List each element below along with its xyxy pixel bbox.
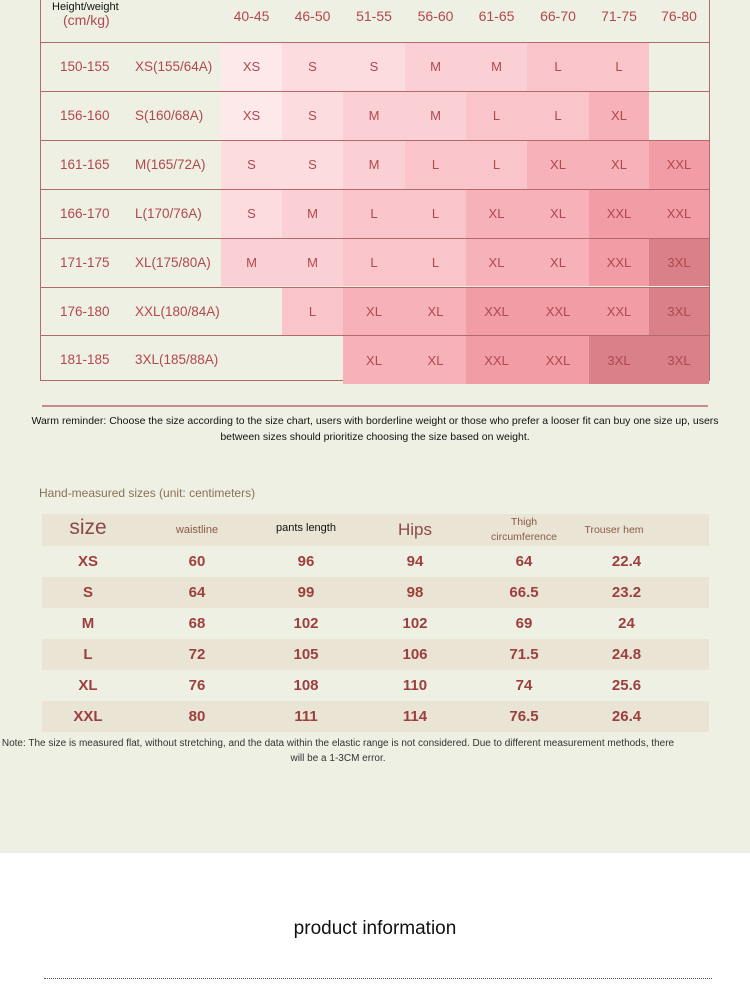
recommended-size-cell: XL [343, 288, 405, 336]
dotted-divider [44, 978, 712, 979]
recommended-size-cell: L [527, 92, 589, 140]
recommended-size-cell: M [405, 43, 466, 91]
recommended-size-cell: L [405, 141, 466, 189]
size-code-label: M(165/72A) [135, 156, 206, 172]
weight-column-header: 61-65 [478, 8, 515, 24]
recommended-size-cell: M [405, 92, 466, 140]
measurement-value: 111 [294, 708, 318, 725]
measurement-column-header: Trouser hem [584, 523, 644, 536]
recommended-size-cell: XXL [649, 190, 709, 238]
recommended-size-cell: XXL [466, 288, 527, 336]
recommended-size-cell: L [589, 43, 649, 91]
weight-column-header: 51-55 [356, 8, 392, 24]
measurement-row [42, 577, 709, 608]
recommended-size-cell: L [466, 141, 527, 189]
recommended-size-cell: S [282, 43, 343, 91]
measurement-value: 66.5 [509, 584, 539, 601]
recommended-size-cell: L [343, 239, 405, 287]
measurement-value: 64 [188, 584, 206, 601]
height-range-label: 176-180 [60, 303, 110, 319]
recommended-size-cell: S [282, 92, 343, 140]
measurement-value: 80 [188, 708, 206, 725]
weight-column-header: 46-50 [294, 8, 331, 24]
measurement-value: 25.6 [611, 677, 642, 694]
size-label: M [81, 615, 95, 632]
recommended-size-cell: XL [405, 336, 466, 384]
measurement-value: 74 [515, 677, 533, 694]
measurement-value: 71.5 [509, 646, 539, 663]
recommended-size-cell: 3XL [649, 288, 709, 336]
measurement-value: 64 [515, 553, 533, 570]
measurement-value: 98 [406, 584, 424, 601]
recommended-size-cell: XS [221, 43, 282, 91]
weight-column-header: 66-70 [540, 8, 576, 24]
recommended-size-cell: M [282, 239, 343, 287]
recommended-size-cell: XXL [527, 288, 589, 336]
measurement-value: 99 [297, 584, 315, 601]
measurement-header-row [42, 514, 709, 546]
measurement-column-header: Thigh circumference [491, 516, 557, 543]
measurement-column-header: Hips [397, 520, 432, 539]
size-label: L [83, 646, 93, 663]
measurement-value: 68 [188, 615, 206, 632]
recommended-size-cell: L [527, 43, 589, 91]
size-label: S [82, 584, 93, 601]
recommended-size-cell: XXL [589, 288, 649, 336]
recommended-size-cell: S [221, 190, 282, 238]
recommended-size-cell: S [221, 141, 282, 189]
weight-column-header: 76-80 [661, 8, 697, 24]
measurement-value: 106 [402, 646, 428, 663]
measurement-value: 102 [293, 615, 319, 632]
recommended-size-cell: L [405, 239, 466, 287]
recommended-size-cell: L [343, 190, 405, 238]
measurement-row [42, 546, 709, 577]
height-range-label: 161-165 [60, 156, 110, 172]
recommended-size-cell: S [343, 43, 405, 91]
weight-column-header: 56-60 [417, 8, 454, 24]
size-code-label: L(170/76A) [135, 205, 202, 221]
measurement-value: 108 [293, 677, 319, 694]
size-code-label: XL(175/80A) [135, 254, 211, 270]
size-code-label: 3XL(185/88A) [135, 352, 219, 368]
recommended-size-cell: XL [527, 239, 589, 287]
measurement-value: 24 [618, 615, 635, 632]
recommended-size-cell: 3XL [649, 336, 709, 384]
measurement-column-header: waistline [175, 524, 219, 536]
measurement-value: 26.4 [611, 708, 642, 725]
weight-column-header: 40-45 [233, 8, 270, 24]
measurement-row [42, 608, 709, 639]
recommended-size-cell: XS [221, 92, 282, 140]
measurement-value: 76.5 [509, 708, 539, 725]
measurement-column-header: pants length [276, 522, 336, 534]
recommended-size-cell: XL [405, 288, 466, 336]
measurement-value: 24.8 [611, 646, 642, 663]
measurement-value: 105 [293, 646, 319, 663]
size-label: XXL [73, 708, 103, 725]
recommended-size-cell: XL [589, 141, 649, 189]
measurement-row [42, 701, 709, 732]
height-range-label: 150-155 [60, 59, 110, 74]
measurement-value: 23.2 [611, 584, 642, 601]
recommended-size-cell: XL [527, 141, 589, 189]
recommended-size-cell: L [466, 92, 527, 140]
measurement-value: 114 [402, 708, 428, 725]
measurement-column-header: size [69, 516, 107, 539]
size-code-label: S(160/68A) [135, 107, 204, 123]
measurement-value: 76 [188, 677, 206, 694]
measurement-value: 94 [406, 553, 424, 570]
size-label: XL [78, 677, 98, 694]
measurement-value: 72 [188, 646, 206, 663]
measurement-value: 110 [402, 677, 428, 694]
warm-reminder: Warm reminder: Choose the size according to the size chart, users with borderline weight or those who prefer a looser fit can buy one size up, users between sizes should prioritize choosing the size based on weight. [31, 415, 719, 443]
recommended-size-cell: M [221, 239, 282, 287]
measurement-note: Note: The size is measured flat, without stretching, and the data within the elastic range is not considered. Due to different measurement methods, there will be a 1-3CM error. [1, 738, 675, 764]
height-range-label: 156-160 [60, 107, 110, 123]
height-range-label: 166-170 [60, 205, 110, 221]
recommended-size-cell: M [343, 92, 405, 140]
product-information-title: product information [293, 918, 457, 939]
recommended-size-cell: XXL [466, 336, 527, 384]
recommended-size-cell: XXL [527, 336, 589, 384]
recommended-size-cell: L [405, 190, 466, 238]
measurement-row [42, 670, 709, 701]
recommended-size-cell: XL [343, 336, 405, 384]
height-range-label: 171-175 [60, 254, 110, 270]
recommended-size-cell: S [282, 141, 343, 189]
size-code-label: XS(155/64A) [135, 59, 213, 74]
measurement-row [42, 639, 709, 670]
measurement-table-title: Hand-measured sizes (unit: centimeters) [39, 486, 256, 500]
recommended-size-cell: 3XL [649, 239, 709, 287]
height-range-label: 181-185 [60, 352, 110, 368]
weight-column-header: 71-75 [601, 8, 637, 24]
recommended-size-cell: L [282, 288, 343, 336]
measurement-value: 60 [188, 553, 206, 570]
recommended-size-cell: M [466, 43, 527, 91]
recommended-size-cell: XL [589, 92, 649, 140]
recommended-size-cell: M [282, 190, 343, 238]
measurement-value: 96 [297, 553, 315, 570]
recommended-size-cell: M [343, 141, 405, 189]
measurement-value: 22.4 [611, 553, 642, 570]
height-weight-header: Height/weight [52, 1, 119, 13]
recommended-size-cell: 3XL [589, 336, 649, 384]
unit-header: (cm/kg) [63, 12, 110, 28]
recommended-size-cell: XL [466, 239, 527, 287]
recommended-size-cell: XL [466, 190, 527, 238]
size-label: XS [77, 553, 98, 570]
measurement-value: 102 [402, 615, 428, 632]
recommended-size-cell: XXL [589, 239, 649, 287]
size-code-label: XXL(180/84A) [135, 303, 220, 319]
recommended-size-cell: XXL [589, 190, 649, 238]
section-divider [42, 405, 708, 407]
recommended-size-cell: XXL [649, 141, 709, 189]
measurement-value: 69 [515, 615, 533, 632]
recommended-size-cell: XL [527, 190, 589, 238]
